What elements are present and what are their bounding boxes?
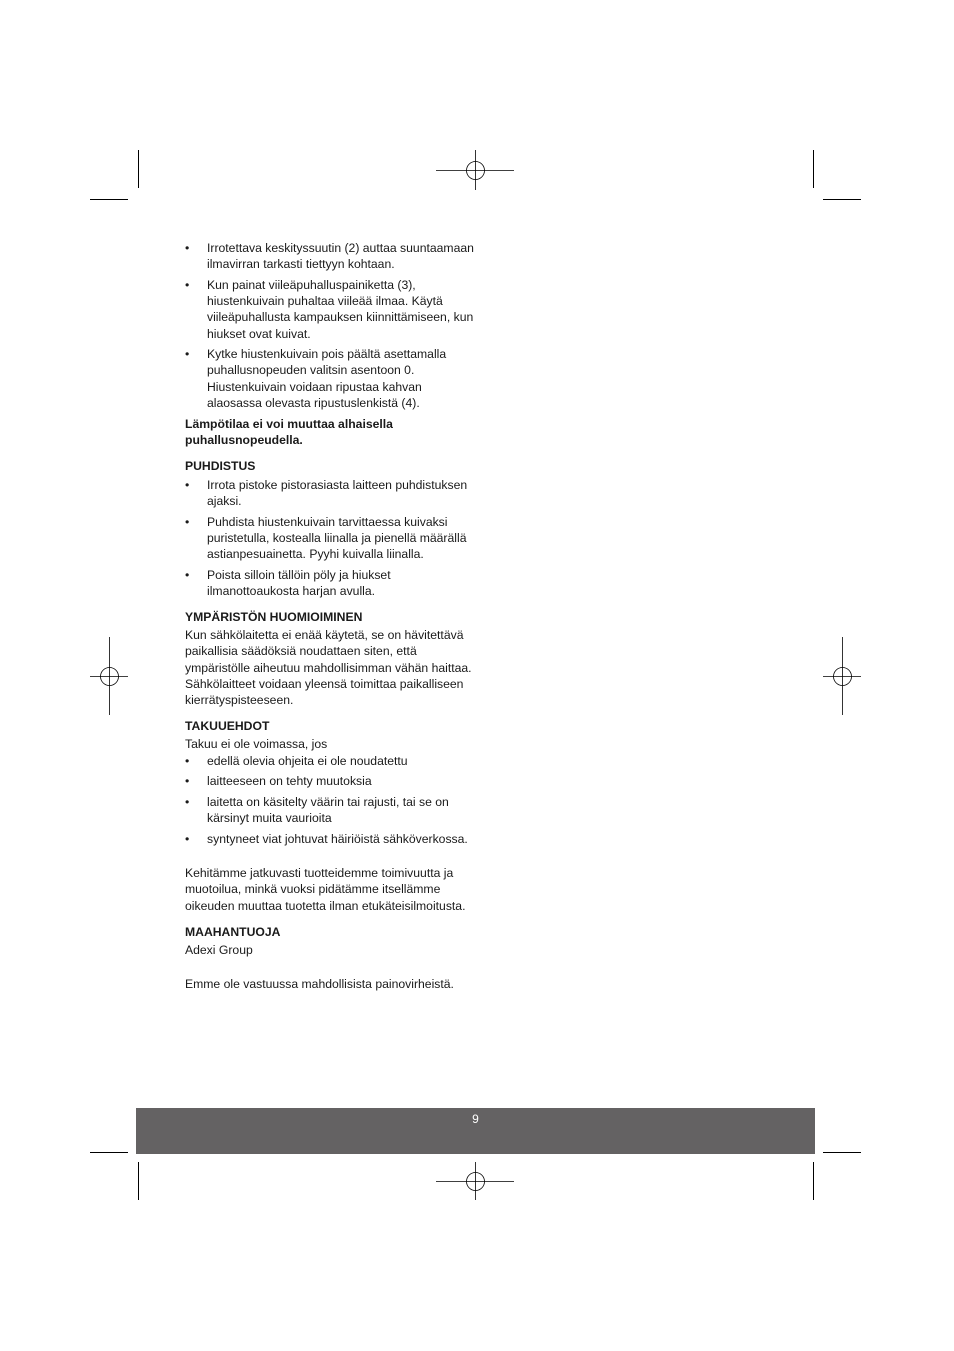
list-item: • laitteeseen on tehty muutoksia [185,773,475,789]
list-item: • syntyneet viat johtuvat häiriöistä sähköverkossa. [185,831,475,847]
environment-heading: YMPÄRISTÖN HUOMIOIMINEN [185,610,363,625]
importer-heading: MAAHANTUOJA [185,924,281,939]
registration-mark-bottom [436,1162,514,1200]
list-item: • Kun painat viileäpuhalluspainiketta (3), hiustenkuivain puhaltaa viileää ilmaa. Käytä viileäpuhallusta kampauksen kiinnittämiseen, kun hiukset ovat kuivat. [185,277,475,342]
registration-mark-right [823,637,861,715]
intro-bullet-list [185,240,475,411]
cleaning-heading: PUHDISTUS [185,459,256,474]
warranty-closing: Kehitämme jatkuvasti tuotteidemme toimivuutta ja muotoilua, minkä vuoksi pidätämme itsellämme oikeuden muuttaa tuotetta ilman etukäteisilmoitusta. [185,866,466,913]
cleaning-bullet-list [185,477,475,599]
importer-disclaimer: Emme ole vastuussa mahdollisista painovirheistä. [185,977,454,992]
importer-name: Adexi Group [185,943,253,958]
registration-mark-left [90,637,128,715]
page-content [185,240,475,992]
list-item: • Puhdista hiustenkuivain tarvittaessa kuivaksi puristetulla, kostealla liinalla ja pienellä määrällä astianpesuainetta. Pyyhi kuivalla liinalla. [185,514,475,563]
list-item: • Irrotettava keskityssuutin (2) auttaa suuntaamaan ilmavirran tarkasti tiettyyn kohtaan. [185,240,475,272]
warranty-bullet-list [185,753,475,848]
list-item: • Kytke hiustenkuivain pois päältä asettamalla puhallusnopeuden valitsin asentoon 0. Hiustenkuivain voidaan ripustaa kahvan alaosassa olevasta ripustuslenkistä (4). [185,346,475,411]
registration-mark-top [436,150,514,190]
warranty-heading: TAKUUEHDOT [185,719,270,734]
footer-bar [136,1108,815,1154]
list-item: • Poista silloin tällöin pöly ja hiukset ilmanottoaukosta harjan avulla. [185,567,475,599]
environment-text: Kun sähkölaitetta ei enää käytetä, se on hävitettävä paikallisia säädöksiä noudattaen siten, että ympäristölle aiheutuu mahdollisimman vähän haittaa. Sähkölaitteet voidaan yleensä toimittaa paikalliseen kierrätyspisteeseen. [185,628,472,708]
page-number: 9 [472,1112,479,1126]
warranty-intro: Takuu ei ole voimassa, jos [185,737,328,752]
note-bold: Lämpötilaa ei voi muuttaa alhaisella puhallusnopeudella. [185,417,393,448]
list-item: • Irrota pistoke pistorasiasta laitteen puhdistuksen ajaksi. [185,477,475,509]
list-item: • laitetta on käsitelty väärin tai rajusti, tai se on kärsinyt muita vaurioita [185,794,475,826]
list-item: • edellä olevia ohjeita ei ole noudatettu [185,753,475,769]
